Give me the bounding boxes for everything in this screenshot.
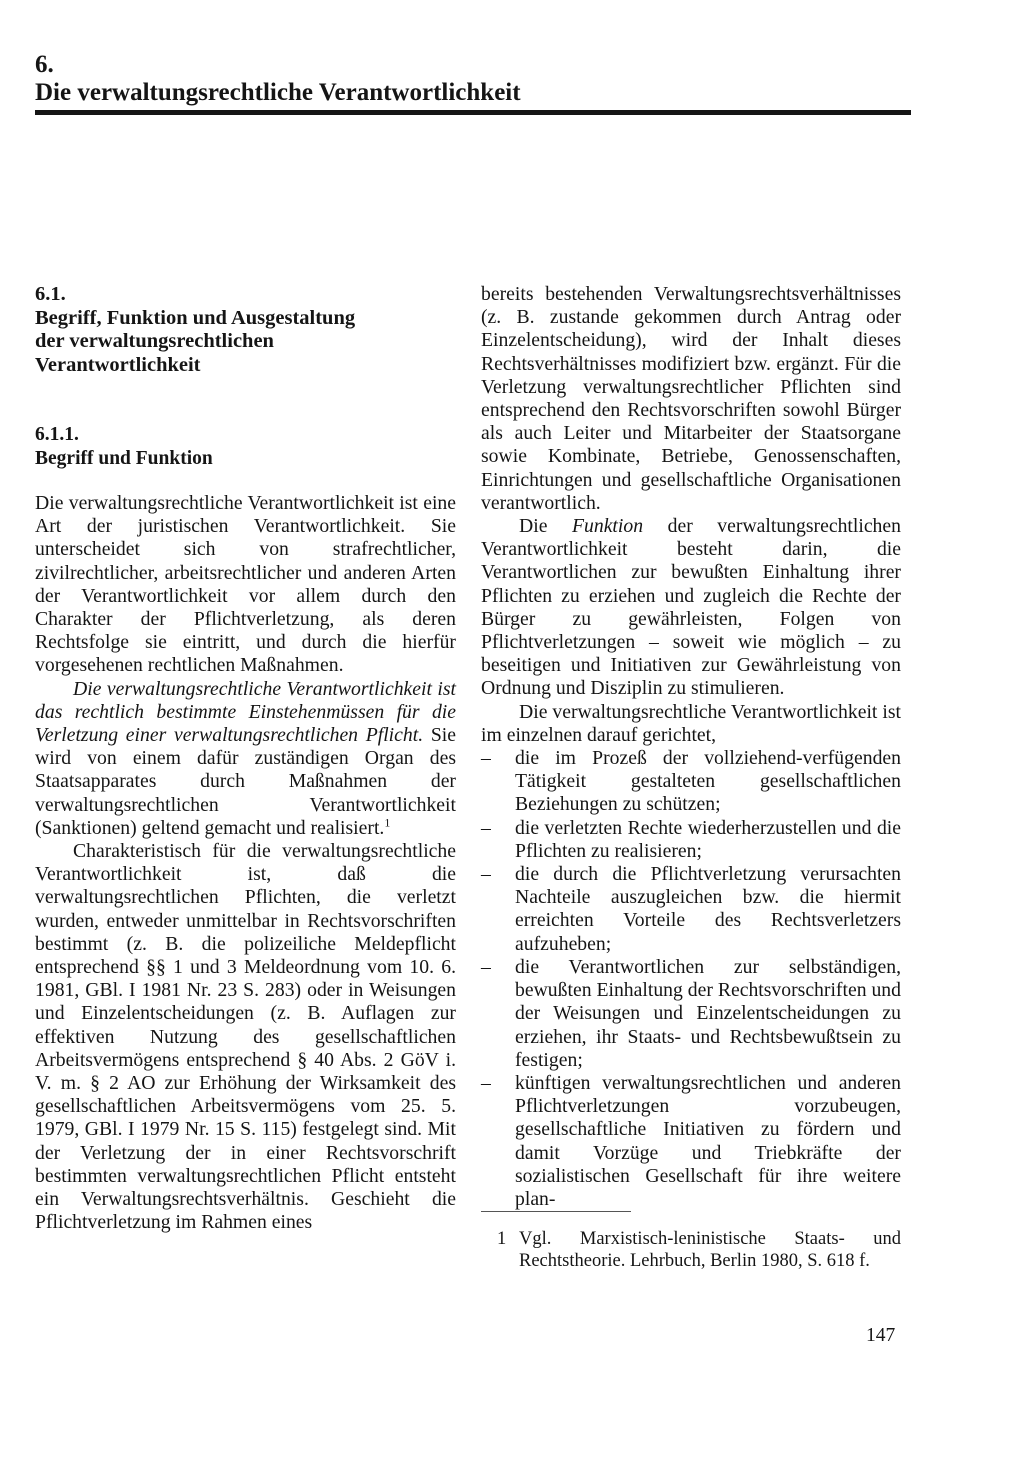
dash-bullet: – [481,955,491,978]
list-item [481,863,901,956]
list-item-text: die im Prozeß der vollziehend-verfügenden Tätigkeit gestalteten gesellschaftlichen Beziehungen zu schützen; [515,747,901,816]
list-item-text: die Verantwortlichen zur selbständigen, bewußten Einhaltung der Rechtsvorschriften und der Weisungen und Einzelentscheidungen zu erziehen, ihr Staats- und Rechtsbewußtsein zu festigen; [515,955,901,1071]
list-item [481,817,901,863]
dash-bullet: – [481,816,491,839]
dash-bullet: – [481,863,491,886]
chapter-number: 6. [35,51,54,78]
subsection-heading [35,423,456,470]
goals-list [481,747,901,1211]
subsection-title: Begriff und Funktion [35,447,213,469]
left-paragraph-3: Charakteristisch für die verwaltungsrechtliche Verantwortlichkeit ist, daß die verwaltungsrechtlichen Pflichten, die verletzt wurden, entweder unmittelbar in Rechtsvorschriften bestimmt (z. B. die polizeiliche Meldepflicht entsprechend §§ 1 und 3 Meldeordnung vom 10. 6. 1981, GBl. I 1981 Nr. 23 S. 283) oder in Weisungen und Einzelentscheidungen (z. B. Auflagen zur effektiven Nutzung des gesellschaftlichen Arbeitsvermögens entsprechend § 40 Abs. 2 GöV i. V. m. § 2 AO zur Erhöhung der Wirksamkeit des gesellschaftlichen Arbeitsvermögens vom 25. 5. 1979, GBl. I 1979 Nr. 15 S. 115) festgelegt sind. Mit der Verletzung der in einer Rechtsvorschrift bestimmten verwaltungsrechtlichen Pflicht entsteht ein Verwaltungsrechtsverhältnis. Geschieht die Pflichtverletzung im Rahmen eines [35,840,456,1234]
section-number: 6.1. [35,283,66,305]
page-number: 147 [866,1325,896,1346]
list-item [481,956,901,1072]
right-paragraph-1: bereits bestehenden Verwaltungsrechtsverhältnisses (z. B. zustande gekommen durch Antrag oder Einzelentscheidung), wird der Inhalt dieses Rechtsverhältnisses modifiziert bzw. ergänzt. Für die Verletzung verwaltungsrechtlicher Pflichten sind entsprechend den Rechtsvorschriften sowohl Bürger als auch Leiter und Mitarbeiter der Staatsorgane sowie Kombinate, Betriebe, Genossenschaften, Einrichtungen und gesellschaftliche Organisationen verantwortlich. [481,283,901,514]
definition-rest: Sie wird von einem dafür zuständigen Organ des Staatsapparates durch Maßnahmen der verwaltungsrechtlichen Verantwortlichkeit (Sanktionen) geltend gemacht und realisiert. [35,724,456,839]
function-lead: Die [519,515,572,538]
right-column [481,283,901,1211]
footnote [497,1228,901,1272]
footnote-rule [481,1211,631,1212]
dash-bullet: – [481,747,491,770]
list-item [481,1072,901,1211]
chapter-rule [35,110,911,115]
section-title-line-2: der verwaltungsrechtlichen [35,330,274,352]
footnote-reference: 1 [384,815,391,830]
chapter-title: Die verwaltungsrechtliche Verantwortlichkeit [35,79,521,106]
function-rest: der verwaltungsrechtlichen Verantwortlichkeit besteht darin, die Verantwortlichen zur bewußten Einhaltung ihrer Pflichten zu erziehen und zugleich die Rechte der Bürger zu gewährleisten, Folgen von Pflichtverletzungen – soweit wie möglich – zu beseitigen und Initiativen zur Gewährleistung von Ordnung und Disziplin zu stimulieren. [481,515,901,700]
footnote-number: 1 [497,1229,507,1249]
section-title-line-1: Begriff, Funktion und Ausgestaltung [35,306,356,329]
dash-bullet: – [481,1071,491,1094]
right-paragraph-3: Die verwaltungsrechtliche Verantwortlichkeit ist im einzelnen darauf gerichtet, [481,700,901,746]
left-column [35,492,456,1235]
right-paragraph-2 [481,515,901,701]
list-item-text: die verletzten Rechte wiederherzustellen und die Pflichten zu realisieren; [515,816,901,862]
list-item-text: die durch die Pflichtverletzung verursachten Nachteile auszugleichen bzw. die hiermit erreichten Vorteile des Rechtsverletzers aufzuheben; [515,863,901,955]
function-italic: Funktion [571,515,644,538]
list-item [481,747,901,817]
footnote-text: Vgl. Marxistisch-leninistische Staats- und Rechtstheorie. Lehrbuch, Berlin 1980, S. 618 f. [519,1229,901,1271]
section-heading [35,283,456,377]
subsection-number: 6.1.1. [35,424,79,445]
left-paragraph-2 [35,678,456,840]
left-paragraph-1: Die verwaltungsrechtliche Verantwortlichkeit ist eine Art der juristischen Verantwortlichkeit. Sie unterscheidet sich von strafrechtlicher, zivilrechtlicher, arbeitsrechtlicher und anderen Arten der Verantwortlichkeit vor allem durch den Charakter der Pflichtverletzung, als deren Rechtsfolge sie eintritt, und durch die hierfür vorgesehenen rechtlichen Maßnahmen. [35,492,456,677]
definition-italic: Die verwaltungsrechtliche Verantwortlichkeit ist das rechtlich bestimmte Einstehenmüssen für die Verletzung einer verwaltungsrechtlichen Pflicht. [35,677,456,747]
list-item-text: künftigen verwaltungsrechtlichen und anderen Pflichtverletzungen vorzubeugen, gesellschaftliche Initiativen zu fördern und damit Vorzüge und Triebkräfte der sozialistischen Gesellschaft für ihre weitere plan- [515,1071,901,1210]
section-title-line-3: Verantwortlichkeit [35,353,201,376]
